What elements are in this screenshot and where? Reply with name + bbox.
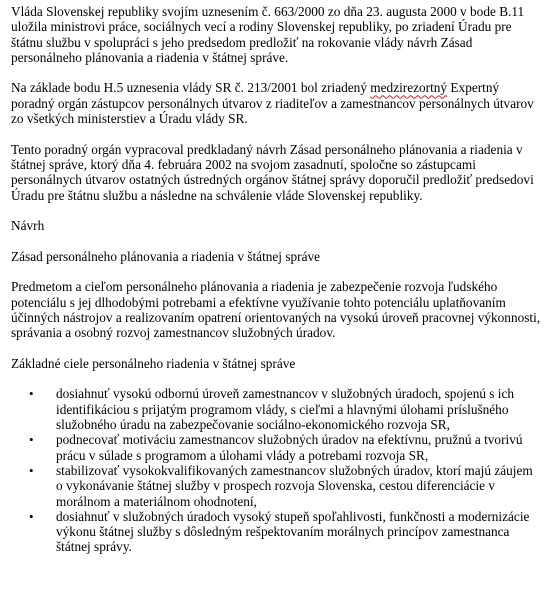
list-item-text: stabilizovať vysokokvalifikovaných zamestnancov služobných úradov, ktorí majú záujem o vykonávanie štátnej služby v prospech rozvoja Slovenska, cestou diferenciácie v morálnom a materiálnom ohodnotení, — [56, 462, 533, 509]
bullet-icon: • — [29, 462, 34, 478]
paragraph-text: Vláda Slovenskej republiky svojím uznesením č. 663/2000 zo dňa 23. augusta 2000 v bode B.11 uložila ministrovi práce, sociálnych vecí a rodiny Slovenskej republiky, po zriadení Úradu pre štátnu službu v spolupráci s jeho predsedom predložiť na rokovanie vlády návrh Zásad personálneho plánovania a riadenia v štátnej správe. — [11, 4, 525, 65]
list-item-text: podnecovať motiváciu zamestnancov služobných úradov na efektívnu, pružnú a tvorivú prácu v súlade s programom a úlohami vlády a potrebami rozvoja SR, — [56, 432, 523, 463]
list-item-text: dosiahnuť v služobných úradoch vysoký stupeň spoľahlivosti, funkčnosti a modernizácie výkonu štátnej služby s dôsledným rešpektovaním morálnych princípov zamestnanca štátnej správy. — [56, 508, 530, 555]
paragraph-text — [11, 80, 541, 126]
paragraph-intro — [11, 4, 541, 65]
goals-list — [11, 386, 541, 554]
list-item-text: dosiahnuť vysokú odbornú úroveň zamestnancov v služobných úradoch, spojenú s ich identifikáciou s prijatým programom vlády, s cieľmi a hlavnými úlohami príslušného služobného úradu na zabezpečovanie sociálno-ekonomického rozvoja SR, — [56, 386, 515, 433]
document-body — [11, 4, 541, 555]
section-label: Návrh — [11, 218, 45, 234]
paragraph-expert-body — [11, 80, 541, 126]
bullet-icon: • — [29, 386, 34, 402]
paragraph-text-end: Expertný poradný orgán zástupcov personálnych útvarov z riaditeľov a zamestnancov personálnych útvarov zo všetkých ministerstiev a Úradu vlády SR. — [11, 80, 534, 127]
spellcheck-flagged-word[interactable]: medzirezortný — [370, 80, 448, 96]
paragraph-proposal — [11, 142, 541, 203]
list-item — [11, 509, 541, 555]
subtitle-text: Zásad personálneho plánovania a riadenia v štátnej správe — [11, 248, 321, 264]
paragraph-text: Tento poradný orgán vypracoval predkladaný návrh Zásad personálneho plánovania a riadenia v štátnej správe, ktorý dňa 4. februára 2002 na svojom zasadnutí, spoločne so zástupcami personálnych útvarov ostatných ústredných orgánov štátnej správy doporučil predložiť predsedovi Úradu pre štátnu službu a následne na schválenie vláde Slovenskej republiky. — [11, 141, 534, 203]
paragraph-text-start: Na základe bodu H.5 uznesenia vlády SR č. 213/2001 bol zriadený — [11, 80, 371, 96]
label-navrh — [11, 218, 541, 233]
goals-heading — [11, 356, 541, 371]
paragraph-purpose — [11, 279, 541, 340]
document-subtitle — [11, 249, 541, 264]
list-item — [11, 386, 541, 432]
bullet-icon: • — [29, 432, 34, 448]
goals-heading-text: Základné ciele personálneho riadenia v štátnej správe — [11, 355, 296, 371]
list-item — [11, 432, 541, 463]
list-item — [11, 463, 541, 509]
paragraph-text: Predmetom a cieľom personálneho plánovania a riadenia je zabezpečenie rozvoja ľudského potenciálu s jej dlhodobými potrebami a efektívne využívanie tohto potenciálu uplatňovaním účinných nástrojov a realizovaním opatrení orientovaných na vysokú úroveň pracovnej výkonnosti, správania a osobný rozvoj zamestnancov služobných úradov. — [11, 279, 541, 341]
bullet-icon: • — [29, 508, 34, 524]
